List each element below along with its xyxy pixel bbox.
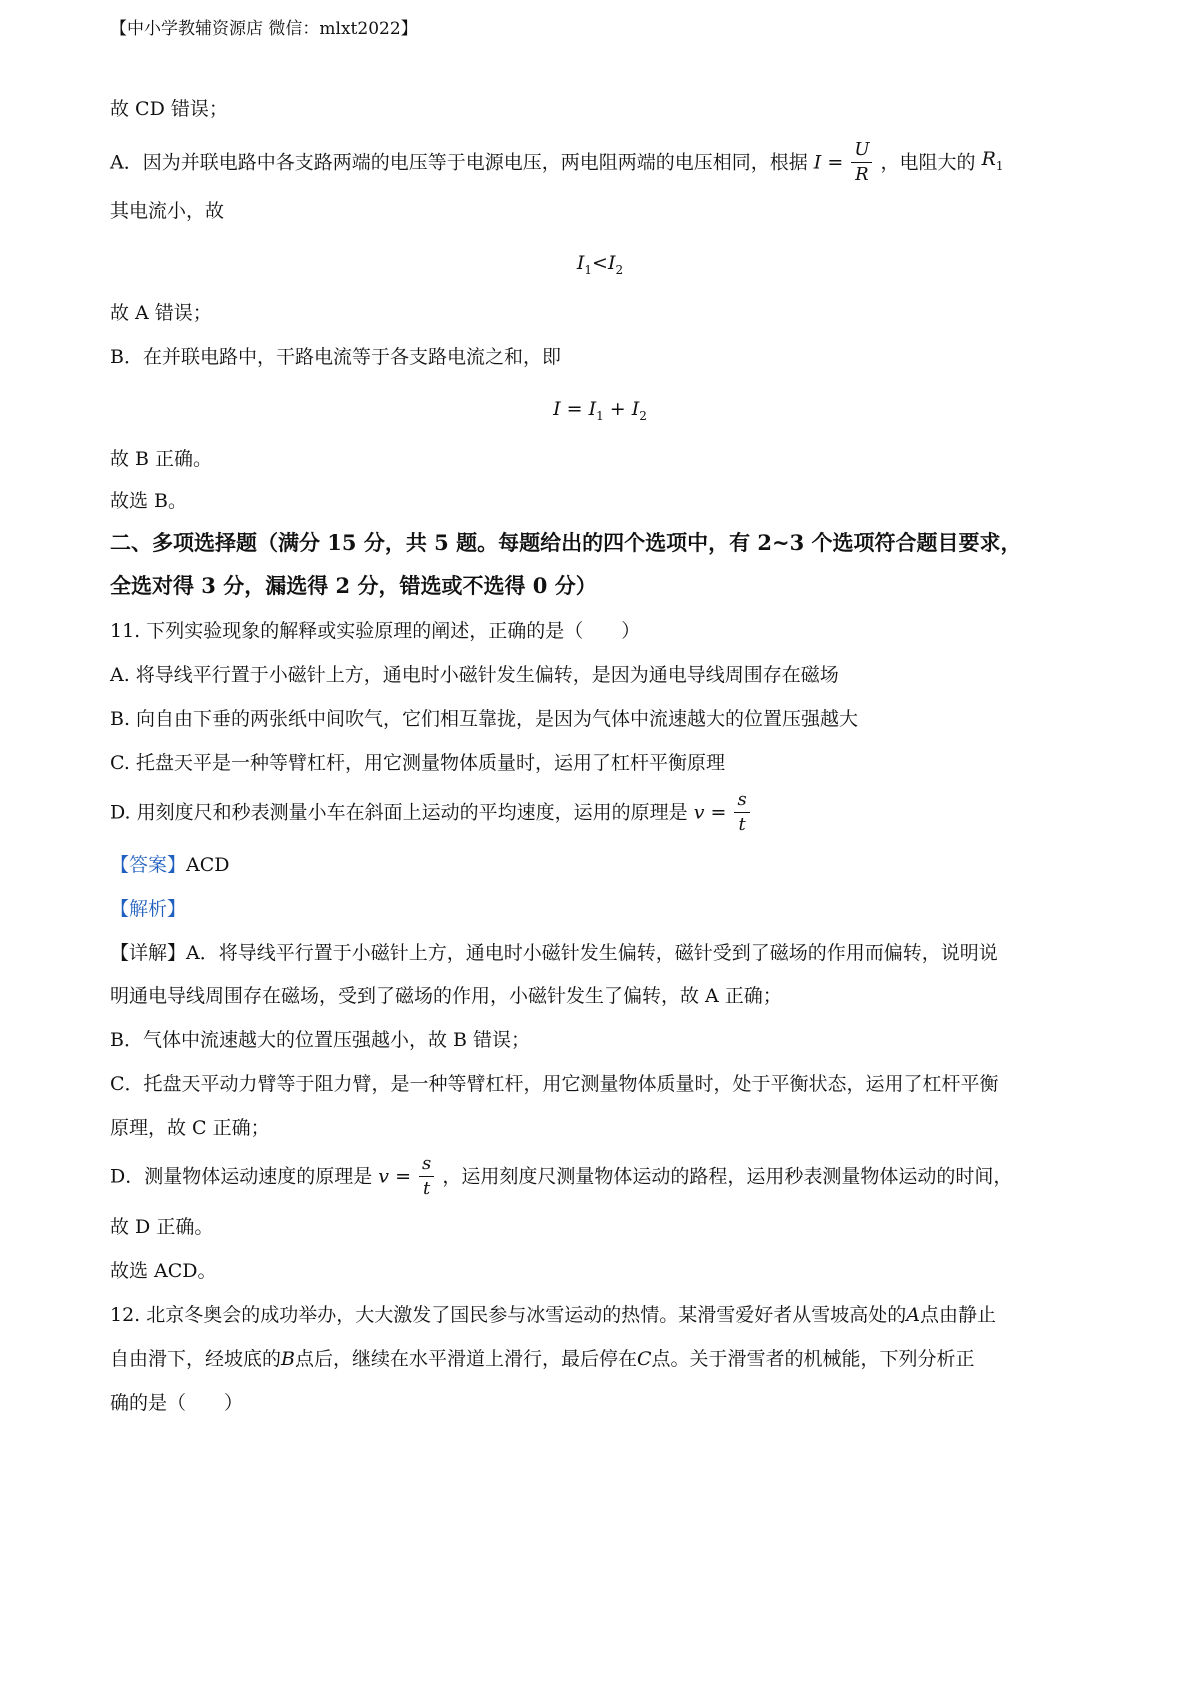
- i1-symbol: $I_1$: [576, 252, 593, 277]
- v-equals: =: [710, 801, 727, 824]
- q12-text-2b: 点后，继续在水平滑道上滑行，最后停在: [294, 1348, 637, 1370]
- detail-a-text: A．将导线平行置于小磁针上方，通电时小磁针发生偏转，磁针受到了磁场的作用而偏转，说明说: [186, 942, 998, 964]
- i-symbol: I: [553, 398, 561, 420]
- a-text-1: A．因为并联电路中各支路两端的电压等于电源电压，两电阻两端的电压相同，根据: [110, 151, 808, 174]
- answer-line: [110, 852, 1110, 878]
- detail-c-line-2: 原理，故 C 正确；: [110, 1117, 270, 1139]
- inequality-equation: [0, 250, 1200, 283]
- detail-fraction-numerator-s: s: [419, 1152, 434, 1177]
- q12-text-1b: 点由静止: [920, 1304, 997, 1326]
- equals-sign: =: [560, 398, 589, 420]
- plus-sign: +: [603, 398, 632, 420]
- a-text-3-line: 其电流小，故: [110, 200, 225, 222]
- option-d-text: D. 用刻度尺和秒表测量小车在斜面上运动的平均速度，运用的原理是: [110, 801, 688, 824]
- q11-option-a: A. 将导线平行置于小磁针上方，通电时小磁针发生偏转，是因为通电导线周围存在磁场: [110, 664, 839, 686]
- point-b: B: [281, 1348, 295, 1370]
- analysis-label: 【解析】: [110, 898, 187, 920]
- velocity-fraction: [734, 788, 749, 837]
- ohm-fraction: [851, 138, 872, 187]
- formula-i: I: [813, 151, 822, 174]
- fraction-numerator-s: s: [734, 788, 749, 813]
- detail-v-equals: =: [395, 1165, 411, 1188]
- b-text-line: B．在并联电路中，干路电流等于各支路电流之和，即: [110, 346, 561, 368]
- a-text-2: ，电阻大的: [880, 151, 976, 174]
- i1-sum-symbol: $I_1$: [588, 398, 604, 423]
- detail-d-line-3: 故 D 正确。: [110, 1216, 214, 1238]
- i2-symbol: $I_2$: [607, 252, 624, 277]
- b-right-line: 故 B 正确。: [110, 448, 213, 470]
- q12-text-1a: 12. 北京冬奥会的成功举办，大大激发了国民参与冰雪运动的热情。某滑雪爱好者从雪坡高处的: [110, 1304, 907, 1326]
- point-c: C: [637, 1348, 652, 1370]
- a-wrong-line: 故 A 错误；: [110, 302, 212, 324]
- r1-symbol: $R_1$: [981, 148, 1004, 173]
- q12-line-2: [110, 1346, 1110, 1372]
- v-symbol: v: [693, 801, 705, 824]
- section-title-cont: 全选对得 3 分，漏选得 2 分，错选或不选得 0 分）: [110, 573, 597, 598]
- detail-fraction-denominator-t: t: [423, 1178, 431, 1199]
- fraction-denominator-r: R: [855, 164, 869, 185]
- detail-d-text-1: D．测量物体运动速度的原理是: [110, 1165, 373, 1188]
- less-than: <: [592, 252, 608, 274]
- formula-eq: =: [827, 151, 844, 174]
- q11-option-d: [110, 788, 1110, 837]
- choose-b-line: 故选 B。: [110, 490, 188, 512]
- option-a-explanation: [110, 138, 1110, 187]
- point-a: A: [906, 1304, 920, 1326]
- i2-sum-symbol: $I_2$: [631, 398, 647, 423]
- q12-line-1: [110, 1302, 1110, 1328]
- cd-wrong-line: 故 CD 错误；: [110, 98, 228, 120]
- answer-label: 【答案】: [110, 854, 187, 876]
- detail-a-line-2: 明通电导线周围存在磁场，受到了磁场的作用，小磁针发生了偏转，故 A 正确；: [110, 985, 782, 1007]
- choose-acd-line: 故选 ACD。: [110, 1260, 217, 1282]
- detail-d-line-1: [110, 1152, 1110, 1201]
- detail-v-symbol: v: [378, 1165, 390, 1188]
- detail-d-text-2: ，运用刻度尺测量物体运动的路程，运用秒表测量物体运动的时间，: [442, 1165, 1013, 1188]
- fraction-numerator-u: U: [851, 138, 872, 163]
- current-sum-equation: [0, 396, 1200, 429]
- q11-option-c: C. 托盘天平是一种等臂杠杆，用它测量物体质量时，运用了杠杆平衡原理: [110, 752, 725, 774]
- q12-text-2a: 自由滑下，经坡底的: [110, 1348, 282, 1370]
- detail-label: 【详解】: [110, 942, 187, 964]
- q12-text-2c: 点。关于滑雪者的机械能，下列分析正: [651, 1348, 975, 1370]
- fraction-denominator-t: t: [738, 814, 746, 835]
- section-title: 二、多项选择题（满分 15 分，共 5 题。每题给出的四个选项中，有 2~3 个选项符合题目要求，: [110, 530, 1022, 555]
- page-header: 【中小学教辅资源店 微信：mlxt2022】: [110, 19, 418, 39]
- q11-stem: 11. 下列实验现象的解释或实验原理的阐述，正确的是（ ）: [110, 620, 641, 642]
- detail-a-line-1: [110, 940, 1110, 966]
- detail-b-line: B．气体中流速越大的位置压强越小，故 B 错误；: [110, 1029, 531, 1051]
- detail-c-line-1: C．托盘天平动力臂等于阻力臂，是一种等臂杠杆，用它测量物体质量时，处于平衡状态，运用了杠杆平衡: [110, 1073, 999, 1095]
- answer-value: ACD: [186, 854, 230, 876]
- q11-option-b: B. 向自由下垂的两张纸中间吹气，它们相互靠拢，是因为气体中流速越大的位置压强越大: [110, 708, 859, 730]
- detail-velocity-fraction: [419, 1152, 434, 1201]
- q12-line-3: 确的是（ ）: [110, 1392, 244, 1414]
